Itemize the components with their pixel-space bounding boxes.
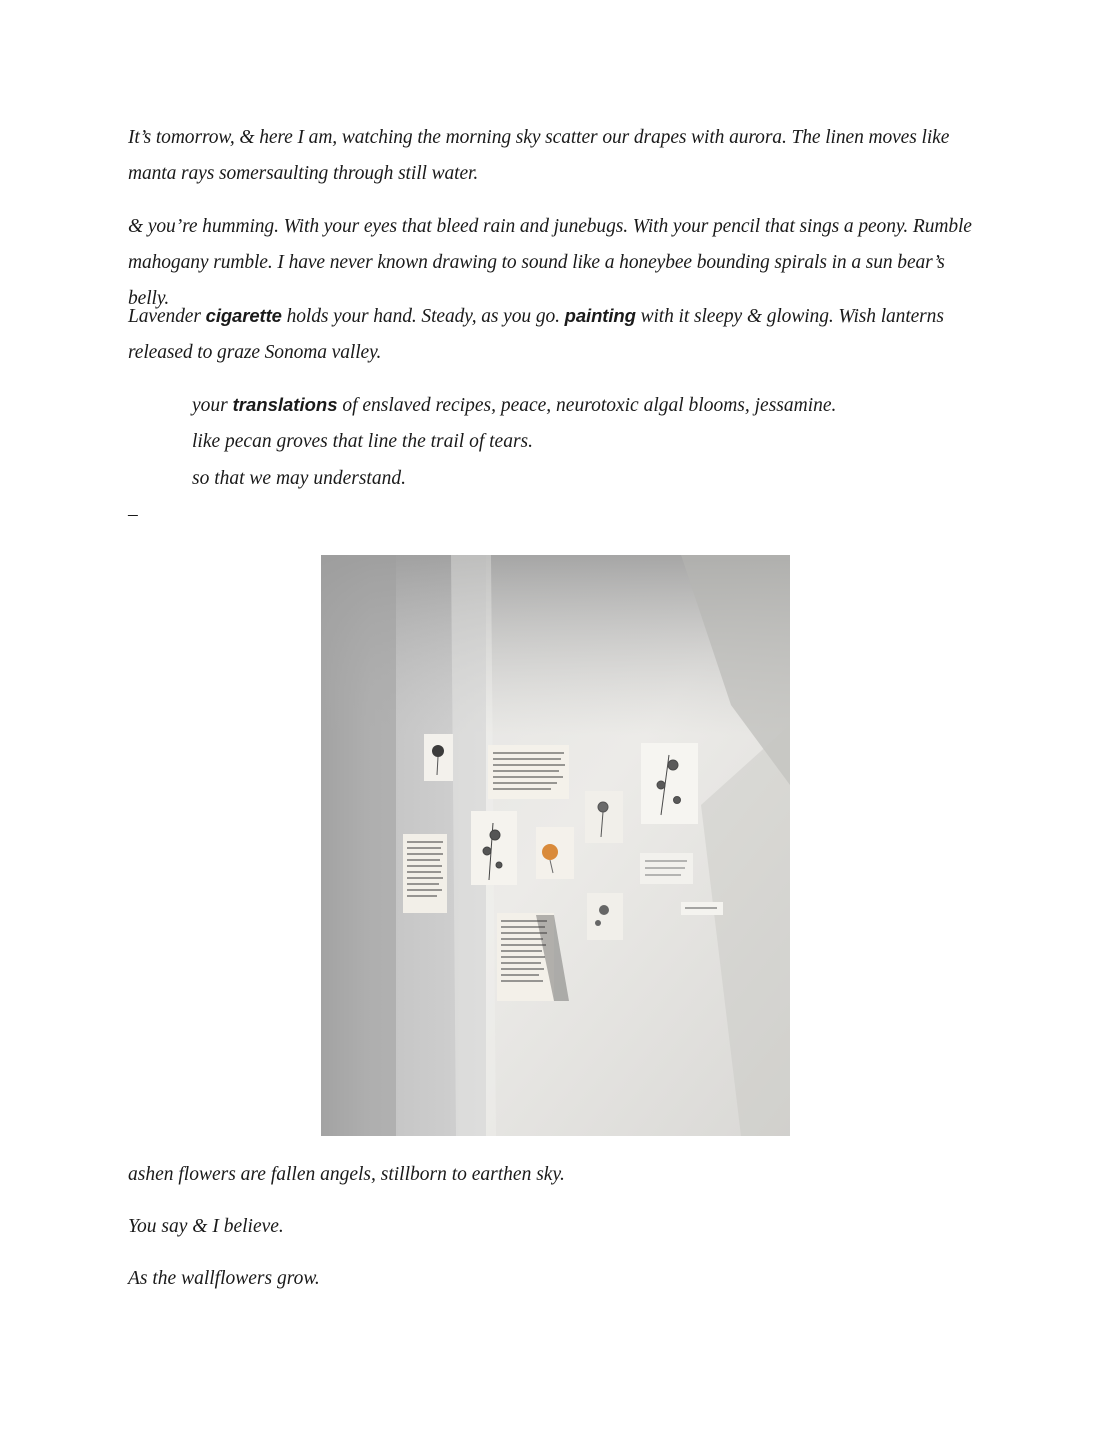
bold-word-painting: painting bbox=[564, 305, 636, 326]
closing-line-3: As the wallflowers grow. bbox=[128, 1268, 320, 1289]
paragraph-2: & you’re humming. With your eyes that bleed rain and junebugs. With your pencil that sings a peony. Rumble mahogany rumble. I have never known drawing to sound like a honeybee bounding spirals in a sun bear’s belly. bbox=[128, 216, 972, 309]
indented-line-1-suffix: of enslaved recipes, peace, neurotoxic algal blooms, jessamine. bbox=[337, 395, 837, 416]
paragraph-3-text-a: Lavender bbox=[128, 306, 206, 327]
bold-word-translations: translations bbox=[232, 394, 338, 415]
closing-line-1: ashen flowers are fallen angels, stillborn to earthen sky. bbox=[128, 1164, 565, 1185]
paragraph-3-text-b: holds your hand. Steady, as you go. bbox=[281, 306, 565, 327]
paragraph-3 bbox=[128, 298, 988, 371]
indented-line-1 bbox=[192, 386, 972, 424]
indented-line-1-prefix: your bbox=[192, 395, 233, 416]
indented-line-3: so that we may understand. bbox=[192, 468, 406, 489]
paragraph-1: It’s tomorrow, & here I am, watching the morning sky scatter our drapes with aurora. The linen moves like manta rays somersaulting through still water. bbox=[128, 127, 950, 184]
section-divider: – bbox=[128, 504, 138, 525]
indented-line-2: like pecan groves that line the trail of tears. bbox=[192, 431, 534, 452]
closing-line-2: You say & I believe. bbox=[128, 1216, 284, 1237]
bold-word-cigarette: cigarette bbox=[205, 305, 282, 326]
wall-of-drawings-photo bbox=[321, 555, 790, 1136]
paragraph-3-text-c: with it sleepy & glowing. Wish lanterns released to graze Sonoma valley. bbox=[128, 306, 944, 363]
